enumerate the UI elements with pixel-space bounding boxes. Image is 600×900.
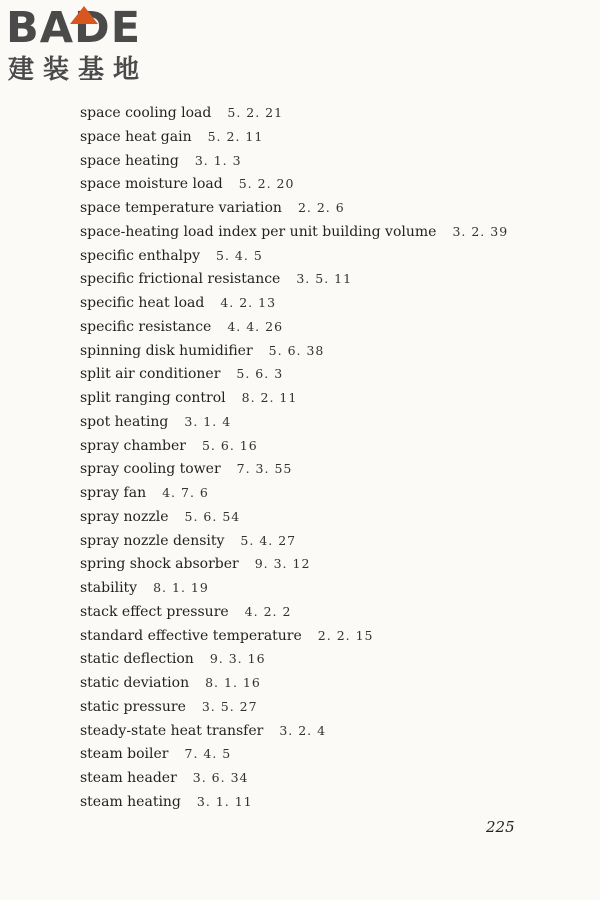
index-entry — [80, 434, 560, 458]
index-entry — [80, 695, 560, 719]
index-entry — [80, 220, 560, 244]
index-entry — [80, 624, 560, 648]
index-term: spray cooling tower — [80, 461, 221, 478]
index-ref: 5. 6. 3 — [236, 366, 284, 382]
index-entry — [80, 149, 560, 173]
index-term: spray nozzle — [80, 508, 169, 525]
index-term: spray fan — [80, 485, 147, 501]
index-term: spray chamber — [80, 437, 186, 454]
index-entry — [80, 457, 560, 481]
index-term: steady-state heat transfer — [80, 722, 264, 739]
index-term: steam header — [80, 770, 177, 786]
index-ref: 5. 2. 21 — [227, 105, 284, 120]
index-entry — [80, 766, 560, 790]
index-term: steam heating — [80, 793, 181, 810]
index-entry — [80, 505, 560, 529]
index-entry — [80, 671, 560, 695]
index-entry — [80, 742, 560, 766]
index-term: specific heat load — [80, 295, 205, 311]
index-ref: 9. 3. 12 — [254, 556, 311, 572]
index-term: spot heating — [80, 413, 169, 430]
index-entry — [80, 267, 560, 291]
index-ref: 4. 2. 13 — [220, 295, 277, 310]
index-term: spray nozzle density — [80, 532, 225, 549]
index-entry — [80, 576, 560, 600]
index-ref: 4. 4. 26 — [227, 318, 284, 334]
index-entry — [80, 719, 560, 743]
index-entry — [80, 339, 560, 363]
index-entry — [80, 291, 560, 315]
index-ref: 7. 3. 55 — [236, 461, 293, 477]
index-term: spring shock absorber — [80, 556, 239, 573]
index-ref: 3. 6. 34 — [192, 770, 249, 785]
index-entry — [80, 362, 560, 386]
index-term: space-heating load index per unit building volume — [80, 223, 437, 240]
index-entry — [80, 600, 560, 624]
index-ref: 5. 6. 54 — [184, 508, 241, 524]
index-term: steam boiler — [80, 746, 169, 763]
index-term: static deflection — [80, 651, 194, 668]
index-entry — [80, 172, 560, 196]
index-term: stability — [80, 580, 138, 596]
index-term: specific enthalpy — [80, 247, 201, 264]
index-entry — [80, 529, 560, 553]
index-ref: 3. 5. 11 — [296, 271, 353, 287]
index-ref: 3. 1. 4 — [184, 413, 232, 429]
index-ref: 3. 2. 39 — [452, 223, 509, 239]
index-ref: 5. 4. 27 — [240, 532, 297, 548]
index-list — [80, 101, 560, 814]
index-ref: 5. 6. 16 — [201, 437, 258, 453]
index-ref: 3. 2. 4 — [279, 722, 327, 738]
logo — [6, 4, 176, 90]
logo-brand-text: BADE — [6, 3, 142, 53]
index-entry — [80, 386, 560, 410]
index-entry — [80, 315, 560, 339]
index-ref: 5. 6. 38 — [268, 342, 325, 358]
index-term: static pressure — [80, 698, 186, 715]
index-ref: 3. 1. 3 — [194, 152, 242, 168]
index-entry — [80, 790, 560, 814]
index-entry — [80, 125, 560, 149]
logo-accent-mark — [70, 6, 98, 24]
index-ref: 2. 2. 6 — [297, 200, 345, 215]
index-term: specific resistance — [80, 318, 212, 335]
index-term: stack effect pressure — [80, 603, 229, 620]
index-ref: 3. 5. 27 — [201, 698, 258, 714]
index-ref: 4. 2. 2 — [244, 603, 292, 619]
index-entry — [80, 244, 560, 268]
index-ref: 5. 2. 20 — [238, 176, 295, 192]
index-term: specific frictional resistance — [80, 271, 281, 288]
logo-sub-text: 建装基地 — [8, 55, 149, 85]
index-ref: 9. 3. 16 — [209, 651, 266, 667]
index-ref: 8. 1. 19 — [153, 580, 209, 595]
index-entry — [80, 552, 560, 576]
index-entry — [80, 101, 560, 125]
index-term: space heating — [80, 152, 179, 169]
index-term: split air conditioner — [80, 366, 221, 383]
page-number: 225 — [486, 818, 515, 836]
index-ref: 4. 7. 6 — [162, 485, 209, 500]
index-entry — [80, 481, 560, 505]
index-term: space temperature variation — [80, 200, 282, 216]
index-term: spinning disk humidifier — [80, 342, 253, 359]
index-term: space heat gain — [80, 128, 192, 145]
index-ref: 8. 2. 11 — [241, 390, 298, 405]
index-ref: 7. 4. 5 — [184, 746, 232, 762]
index-term: space cooling load — [80, 105, 212, 121]
index-entry — [80, 410, 560, 434]
index-term: standard effective temperature — [80, 627, 302, 644]
index-ref: 5. 2. 11 — [207, 128, 264, 144]
index-entry — [80, 647, 560, 671]
index-term: static deviation — [80, 675, 190, 691]
index-term: space moisture load — [80, 176, 223, 193]
index-ref: 5. 4. 5 — [216, 247, 263, 263]
index-ref: 8. 1. 16 — [205, 675, 261, 690]
index-ref: 2. 2. 15 — [317, 627, 374, 643]
index-term: split ranging control — [80, 390, 226, 406]
index-ref: 3. 1. 11 — [196, 793, 253, 809]
index-entry — [80, 196, 560, 220]
